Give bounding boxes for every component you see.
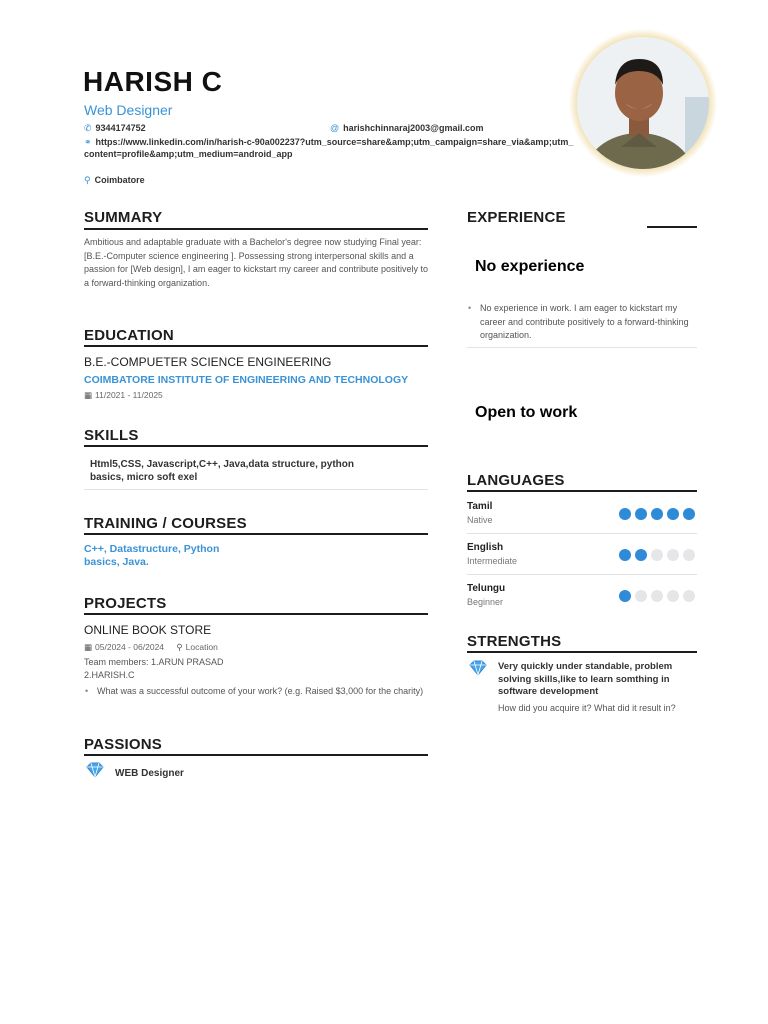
languages-rule	[467, 490, 697, 492]
location-text: Coimbatore	[94, 175, 145, 185]
skills-text: Html5,CSS, Javascript,C++, Java,data structure, python basics, micro soft exel	[90, 459, 354, 483]
profile-photo	[577, 37, 709, 169]
language-level: Intermediate	[467, 556, 518, 566]
language-name: English	[467, 542, 504, 553]
language-divider	[467, 533, 697, 534]
language-level: Native	[467, 515, 493, 525]
rating-dot	[619, 590, 631, 602]
rating-dot	[667, 590, 679, 602]
diamond-icon	[469, 660, 487, 676]
location-icon: ⚲	[84, 175, 91, 185]
experience-divider	[467, 347, 697, 348]
rating-dot	[651, 508, 663, 520]
location-icon: ⚲	[176, 642, 183, 652]
linkedin-contact[interactable]	[84, 136, 574, 160]
link-icon: ⚭	[84, 137, 92, 147]
rating-dot	[635, 590, 647, 602]
candidate-role: Web Designer	[84, 102, 173, 118]
skills-divider	[84, 489, 428, 490]
projects-title: PROJECTS	[84, 595, 167, 612]
summary-title: SUMMARY	[84, 209, 163, 226]
rating-dot	[683, 549, 695, 561]
rating-dot	[667, 508, 679, 520]
strengths-title: STRENGTHS	[467, 633, 562, 650]
projects-rule	[84, 613, 428, 615]
rating-dot	[683, 508, 695, 520]
passions-title: PASSIONS	[84, 736, 163, 753]
person-portrait-icon	[577, 37, 709, 169]
candidate-name: HARISH C	[83, 66, 223, 97]
language-rating	[619, 590, 695, 602]
education-dates	[84, 390, 163, 401]
training-title: TRAINING / COURSES	[84, 515, 247, 532]
skills-title: SKILLS	[84, 427, 139, 444]
email-text[interactable]: harishchinnaraj2003@gmail.com	[343, 123, 484, 133]
project-meta	[84, 642, 218, 653]
language-divider	[467, 574, 697, 575]
language-rating	[619, 549, 695, 561]
phone-text: 9344174752	[95, 123, 146, 133]
rating-dot	[651, 549, 663, 561]
rating-dot	[619, 508, 631, 520]
passion-item: WEB Designer	[115, 768, 184, 779]
languages-title: LANGUAGES	[467, 472, 565, 489]
rating-dot	[635, 549, 647, 561]
experience-bullet: • No experience in work. I am eager to kickstart my career and contribute positively to a forward-thinking organization.	[480, 302, 698, 343]
training-rule	[84, 533, 428, 535]
calendar-icon: ▦	[84, 642, 93, 652]
project-team-line1: Team members: 1.ARUN PRASAD	[84, 657, 224, 667]
language-level: Beginner	[467, 597, 504, 607]
rating-dot	[619, 549, 631, 561]
language-name: Tamil	[467, 501, 493, 512]
education-title: EDUCATION	[84, 327, 174, 344]
summary-rule	[84, 228, 428, 230]
project-dates: 05/2024 - 06/2024	[95, 642, 165, 652]
rating-dot	[667, 549, 679, 561]
strengths-rule	[467, 651, 697, 653]
experience-note: No experience	[475, 258, 585, 275]
education-dates-text: 11/2021 - 11/2025	[95, 390, 163, 400]
education-rule	[84, 345, 428, 347]
strength-heading: Very quickly under standable, problem solving skills,like to learn somthing in software development	[498, 661, 673, 697]
rating-dot	[683, 590, 695, 602]
strength-sub: How did you acquire it? What did it result in?	[498, 703, 676, 713]
skills-rule	[84, 445, 428, 447]
profile-photo-frame	[568, 28, 718, 178]
language-rating	[619, 508, 695, 520]
education-school: COIMBATORE INSTITUTE OF ENGINEERING AND TECHNOLOGY	[84, 374, 409, 386]
phone-icon: ✆	[84, 123, 92, 133]
project-location: Location	[185, 642, 218, 652]
linkedin-text[interactable]: https://www.linkedin.com/in/harish-c-90a002237?utm_source=share&amp;utm_campaign=share_via&amp;utm_content=profile&amp;utm_medium=android_app	[84, 137, 574, 159]
open-to-work: Open to work	[475, 404, 578, 421]
passions-rule	[84, 754, 428, 756]
email-contact[interactable]	[330, 122, 483, 134]
experience-title: EXPERIENCE	[467, 209, 566, 226]
diamond-icon	[86, 762, 104, 778]
education-degree: B.E.-COMPUETER SCIENCE ENGINEERING	[84, 355, 332, 369]
experience-rule	[647, 226, 697, 228]
project-bullet: • What was a successful outcome of your work? (e.g. Raised $3,000 for the charity)	[97, 685, 427, 699]
phone-contact	[84, 122, 146, 134]
location-contact	[84, 174, 145, 186]
summary-text: Ambitious and adaptable graduate with a Bachelor's degree now studying Final year:[B.E.-Computer science engineering ]. Possessing strong interpersonal skills and a passion for [Web design], I am eager to kickstart my career and contribute positively to a forward-thinking organization.	[84, 237, 428, 288]
project-name: ONLINE BOOK STORE	[84, 623, 212, 637]
training-text: C++, Datastructure, Python basics, Java.	[84, 543, 220, 568]
project-team-line2: 2.HARISH.C	[84, 670, 135, 680]
rating-dot	[651, 590, 663, 602]
calendar-icon: ▦	[84, 390, 93, 400]
language-name: Telungu	[467, 583, 506, 594]
rating-dot	[635, 508, 647, 520]
email-icon: @	[330, 123, 340, 133]
